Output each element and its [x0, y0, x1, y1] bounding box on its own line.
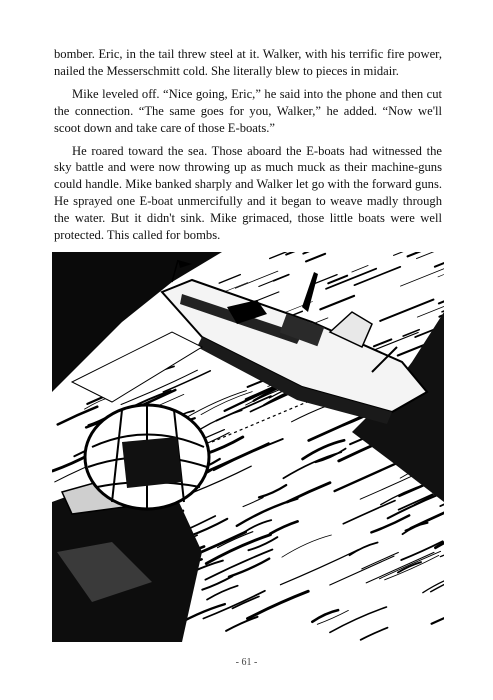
- illustration-bomber-nose-and-e-boat: [52, 252, 444, 642]
- body-text: [54, 46, 442, 273]
- illustration-drawing: [52, 252, 444, 642]
- paragraph-2: Mike leveled off. “Nice going, Eric,” he said into the phone and then cut the connection. “The same goes for you, Walker,” he added. “Now we'll scoot down and take care of those E-boats.”: [54, 86, 442, 135]
- page-number: - 61 -: [235, 657, 258, 668]
- paragraph-1: bomber. Eric, in the tail threw steel at it. Walker, with his terrific fire power, nailed the Messerschmitt cold. She literally blew to pieces in midair.: [54, 47, 442, 78]
- paragraph-3: He roared toward the sea. Those aboard the E-boats had witnessed the sky battle and were now throwing up as much muck as their machine-guns could handle. Mike banked sharply and Walker let go with the forward guns. He sprayed one E-boat unmercifully and it began to weave madly through the water. But it didn't sink. Mike grimaced, those little boats were well protected. This called for bombs.: [54, 143, 442, 243]
